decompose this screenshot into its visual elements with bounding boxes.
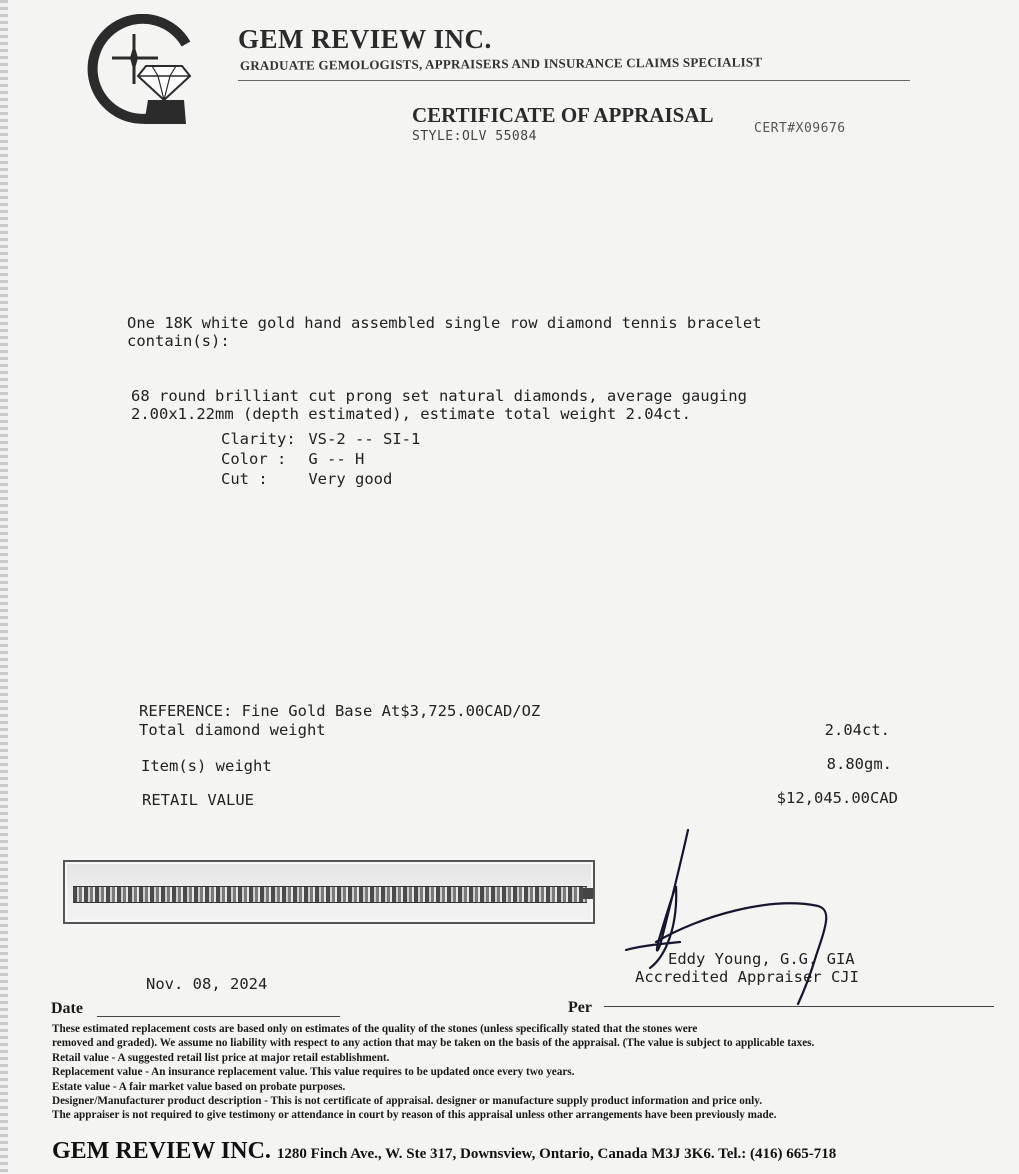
item-weight-label: Item(s) weight — [141, 757, 272, 775]
disclaimer-line: These estimated replacement costs are based only on estimates of the quality of the stones (unless specifically stated that the stones were — [52, 1023, 698, 1035]
disclaimer-line: The appraiser is not required to give testimony or attendance in court by reason of this appraisal unless other arrangements have been previously made. — [52, 1109, 777, 1122]
gold-reference: REFERENCE: Fine Gold Base At$3,725.00CAD/OZ — [139, 702, 541, 720]
item-description-line-2: contain(s): — [127, 332, 230, 350]
per-line — [604, 1006, 994, 1007]
spec-value: VS-2 -- SI-1 — [308, 430, 421, 448]
total-diamond-weight-label: Total diamond weight — [139, 721, 326, 739]
footer-address: 1280 Finch Ave., W. Ste 317, Downsview, Ontario, Canada M3J 3K6. Tel.: (416) 665-718 — [276, 1146, 837, 1162]
retail-value-label: RETAIL VALUE — [142, 791, 254, 809]
spec-value: G -- H — [308, 450, 365, 468]
spec-label: Cut : — [221, 470, 268, 488]
spec-value: Very good — [308, 470, 393, 488]
date-label: Date — [51, 1000, 83, 1017]
item-weight-value: 8.80gm. — [826, 755, 892, 773]
spec-color — [221, 450, 364, 468]
certificate-title: CERTIFICATE OF APPRAISAL — [412, 103, 714, 127]
disclaimer — [52, 1022, 1019, 1123]
footer — [52, 1138, 836, 1165]
company-name: GEM REVIEW INC. — [238, 24, 492, 54]
binding-edge — [0, 0, 8, 1174]
certificate-number: CERT#X09676 — [754, 121, 846, 136]
disclaimer-line: Estate value - A fair market value based on probate purposes. — [52, 1080, 346, 1093]
appraisal-date: Nov. 08, 2024 — [146, 975, 268, 993]
header-rule — [238, 80, 910, 81]
spec-label: Clarity: — [221, 430, 296, 448]
company-subtitle: GRADUATE GEMOLOGISTS, APPRAISERS AND INSURANCE CLAIMS SPECIALIST — [239, 54, 763, 73]
footer-company: GEM REVIEW INC. — [52, 1138, 271, 1164]
bracelet-image — [73, 886, 587, 903]
spec-cut — [221, 470, 392, 488]
appraiser-title: Accredited Appraiser CJI — [635, 968, 859, 986]
bracelet-photo — [63, 860, 595, 924]
appraiser-name: Eddy Young, G.G. GIA — [668, 950, 855, 968]
disclaimer-line: removed and graded). We assume no liability with respect to any action that may be taken on the basis of the appraisal. (The value is subject to applicable taxes. — [52, 1037, 815, 1050]
per-label: Per — [568, 999, 592, 1016]
spec-label: Color : — [221, 450, 287, 468]
stones-description-line-1: 68 round brilliant cut prong set natural diamonds, average gauging — [131, 387, 747, 405]
gem-logo-icon — [86, 14, 198, 132]
stones-description-line-2: 2.00x1.22mm (depth estimated), estimate total weight 2.04ct. — [131, 405, 691, 423]
disclaimer-line: Retail value - A suggested retail list price at major retail establishment. — [52, 1051, 390, 1064]
item-description-line-1: One 18K white gold hand assembled single row diamond tennis bracelet — [127, 314, 762, 332]
date-line — [97, 1016, 340, 1017]
retail-value-amount: $12,045.00CAD — [776, 789, 898, 807]
style-number: STYLE:OLV 55084 — [412, 129, 537, 144]
bracelet-clasp — [583, 888, 593, 899]
disclaimer-line: Replacement value - An insurance replacement value. This value requires to be updated once every two years. — [52, 1066, 575, 1079]
total-diamond-weight-value: 2.04ct. — [824, 721, 890, 739]
disclaimer-line: Designer/Manufacturer product description - This is not certificate of appraisal. designer or manufacture supply product information and price only. — [52, 1095, 762, 1108]
spec-clarity — [221, 430, 420, 448]
